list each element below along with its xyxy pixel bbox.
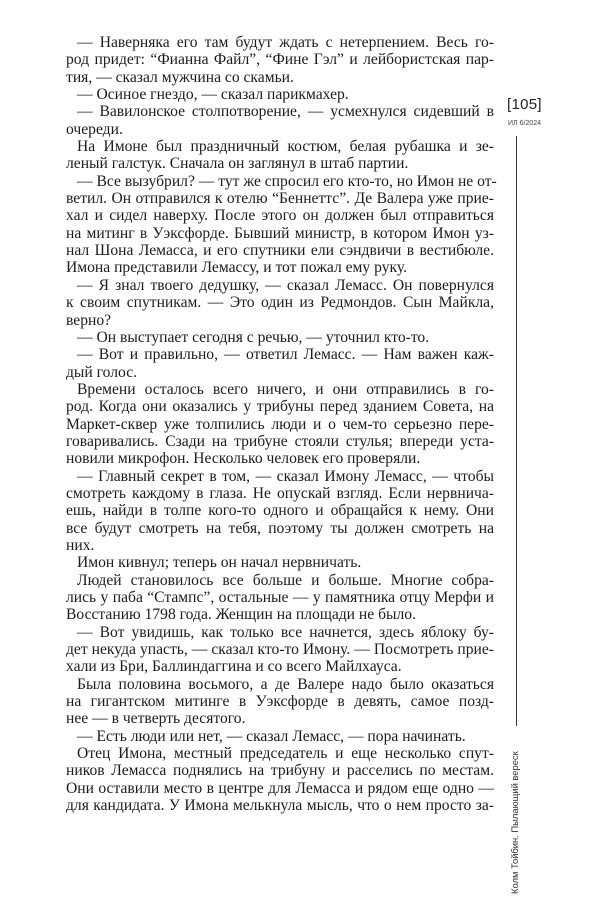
margin-column bbox=[507, 96, 547, 896]
text-line: Восстанию 1798 года. Женщин на площади не было. bbox=[66, 606, 416, 624]
text-line: дет некуда упасть, — сказал кто-то Имону. — Посмотреть прие- bbox=[66, 641, 494, 659]
text-line: род придет: “Фианна Файл”, “Фине Гэл” и лейбористская пар- bbox=[66, 51, 494, 69]
text-line: лись у паба “Стампс”, остальные — у памятника отцу Мерфи и bbox=[66, 589, 494, 606]
text-line: На Имоне был праздничный костюм, белая рубашка и зе- bbox=[77, 138, 494, 156]
text-line: ветил. Он отправился к отелю “Беннеттс”. Де Валера уже прие- bbox=[66, 190, 494, 208]
page-number: [105] bbox=[507, 96, 542, 113]
text-line: ников Лемасса поднялись на трибуну и расселись по местам. bbox=[66, 762, 494, 780]
text-line: — Все вызубрил? — тут же спросил его кто-то, но Имон не от- bbox=[77, 172, 497, 190]
text-line: Имон кивнул; теперь он начал нервничать. bbox=[77, 554, 362, 572]
text-line: новили микрофон. Несколько человек его проверяли. bbox=[66, 450, 421, 468]
text-line: — Есть люди или нет, — сказал Лемасс, — пора начинать. bbox=[77, 727, 466, 745]
text-line: дый голос. bbox=[66, 363, 138, 381]
text-line: для кандидата. У Имона мелькнула мысль, что о нем просто за- bbox=[66, 797, 494, 815]
text-line: к своим спутникам. — Это один из Редмондов. Сын Майкла, bbox=[66, 294, 494, 312]
text-line: говаривались. Сзади на трибуне стояли стулья; впереди уста- bbox=[66, 432, 494, 450]
text-line: них. bbox=[66, 536, 95, 554]
text-line: нал Шона Лемасса, и его спутники ели сэндвичи в вестибюле. bbox=[66, 242, 494, 260]
text-line: тия, — сказал мужчина со скамьи. bbox=[66, 68, 294, 86]
text-line: очереди. bbox=[66, 120, 123, 138]
text-line: Времени осталось всего ничего, и они отправились в го- bbox=[77, 380, 494, 398]
text-line: — Вот увидишь, как только все начнется, здесь яблоку бу- bbox=[77, 623, 494, 641]
text-line: нее — в четверть десятого. bbox=[66, 710, 246, 728]
text-line: — Осиное гнездо, — сказал парикмахер. bbox=[77, 86, 349, 104]
journal-issue: ИЛ 6/2024 bbox=[508, 120, 541, 127]
text-line: — Главный секрет в том, — сказал Имону Лемасс, — чтобы bbox=[77, 467, 494, 485]
text-line: род. Когда они оказались у трибуны перед зданием Совета, на bbox=[66, 398, 494, 416]
text-line: хал и сидел наверху. После этого он должен был отправиться bbox=[66, 207, 494, 225]
text-line: — Я знал твоего дедушку, — сказал Лемасс. Он повернулся bbox=[77, 276, 494, 294]
margin-rule bbox=[516, 136, 517, 726]
text-line: на митинг в Уэксфорде. Бывший министр, в котором Имон уз- bbox=[66, 224, 494, 242]
text-line: смотреть каждому в глаза. Не опускай взгляд. Если нервнича- bbox=[66, 484, 494, 502]
text-line: — Вавилонское столпотворение, — усмехнулся сидевший в bbox=[77, 103, 494, 121]
text-line: ешь, найди в толпе кого-то одного и обращайся к нему. Они bbox=[66, 502, 494, 520]
text-line: Отец Имона, местный председатель и еще несколько спут- bbox=[77, 745, 494, 763]
text-line: Они оставили место в центре для Лемасса и рядом еще одно — bbox=[66, 779, 494, 797]
text-line: — Вот и правильно, — ответил Лемасс. — Нам важен каж- bbox=[77, 346, 494, 364]
text-line: Людей становилось все больше и больше. Многие собра- bbox=[77, 571, 494, 589]
text-line: — Наверняка его там будут ждать с нетерпением. Весь го- bbox=[77, 34, 494, 51]
text-line: Была половина восьмого, а де Валере надо было оказаться bbox=[77, 675, 494, 693]
text-line: верно? bbox=[66, 311, 112, 329]
text-line: хали из Бри, Баллиндаггина и со всего Майлхауса. bbox=[66, 658, 402, 676]
running-title: Колм Тойбин. Пылающий вереск bbox=[509, 751, 520, 894]
text-line: — Он выступает сегодня с речью, — уточнил кто-то. bbox=[77, 328, 430, 346]
text-line: леный галстук. Сначала он заглянул в штаб партии. bbox=[66, 155, 409, 173]
text-line: Маркет-сквер уже толпились люди и о чем-то серьезно пере- bbox=[66, 415, 494, 433]
text-line: все будут смотреть на тебя, поэтому ты должен смотреть на bbox=[66, 519, 494, 537]
text-line: на гигантском митинге в Уэксфорде в девять, самое позд- bbox=[66, 693, 494, 711]
text-line: Имона представили Лемассу, и тот пожал ему руку. bbox=[66, 259, 407, 277]
article-body bbox=[66, 34, 497, 815]
